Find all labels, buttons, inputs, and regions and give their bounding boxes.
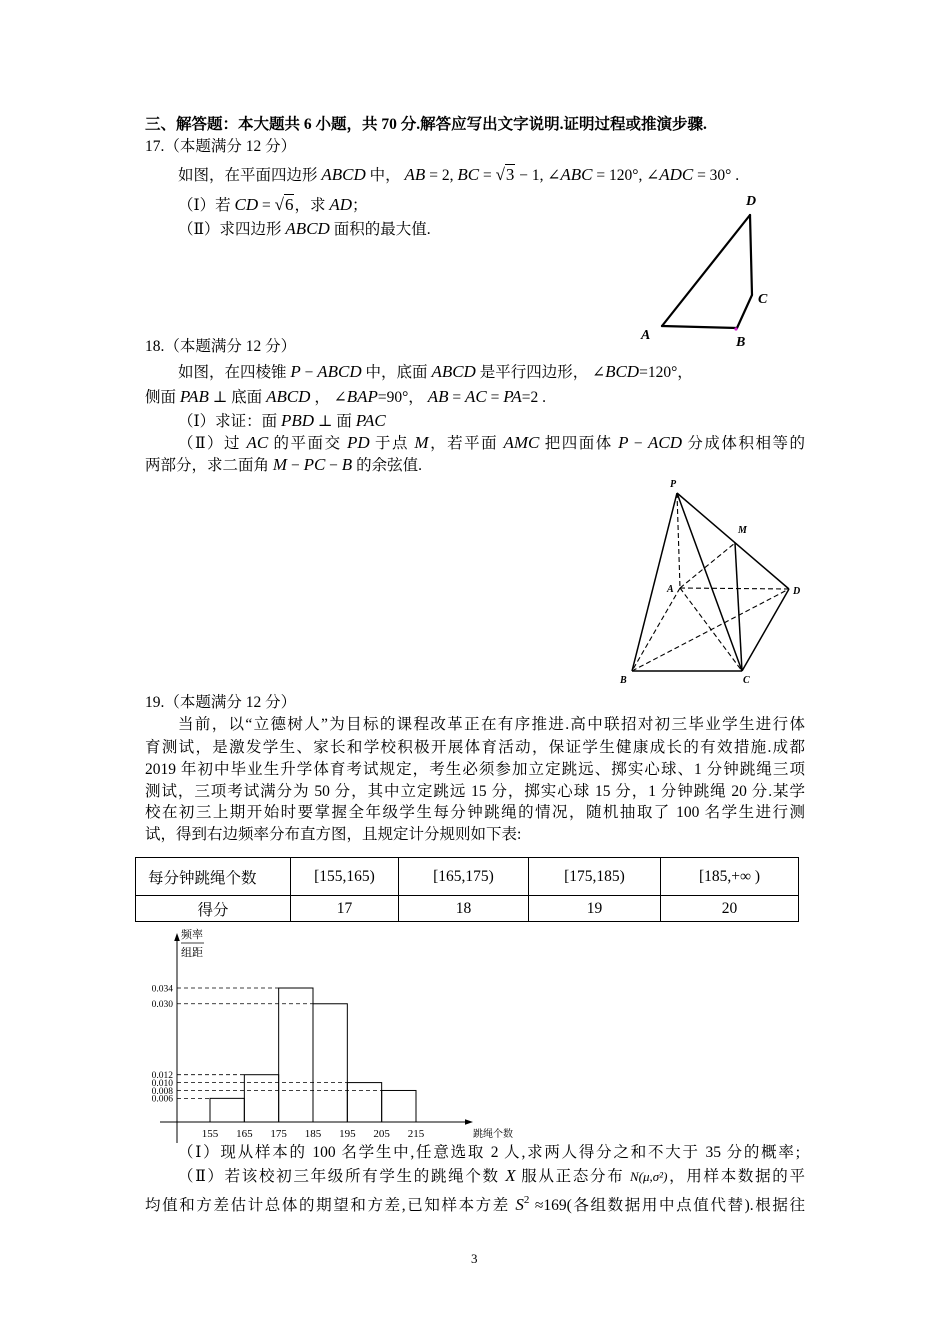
y-tick-label: 0.012: [151, 1071, 173, 1082]
math-variable: PBD: [281, 411, 315, 430]
y-axis-label-numerator: 频率: [181, 929, 203, 941]
q17-stem: [178, 165, 739, 186]
text-run: 侧面: [145, 389, 180, 406]
math-variable: ACD: [648, 433, 683, 452]
math-variable: ABCD: [321, 165, 366, 184]
quadrilateral-abcd-figure: [620, 185, 790, 355]
table-cell: [165,175): [399, 858, 529, 896]
x-tick-label: 205: [373, 1128, 390, 1140]
math-variable: ADC: [659, 165, 694, 184]
page-number: 3: [471, 1251, 478, 1266]
x-tick-label: 155: [201, 1128, 219, 1140]
math-variable: M: [272, 455, 288, 474]
y-tick-label: 0.010: [151, 1078, 173, 1089]
text-run: =: [448, 389, 465, 406]
x-axis-arrow: [465, 1119, 473, 1125]
text-run: −: [287, 457, 304, 474]
y-tick-label: 0.008: [151, 1086, 173, 1097]
text-run: ⊥ 面: [314, 413, 356, 430]
text-run: −: [325, 457, 342, 474]
label-b: B: [620, 675, 627, 686]
text-run: ，求: [294, 197, 330, 214]
math-variable: BCD: [605, 362, 640, 381]
text-run: −: [300, 364, 318, 381]
math-variable: M: [414, 433, 429, 452]
radical-sign: √: [495, 165, 505, 184]
math-variable: AC: [464, 387, 487, 406]
math-variable: S: [515, 1195, 524, 1214]
math-variable: AMC: [503, 433, 540, 452]
math-variable: P: [290, 362, 301, 381]
radicand: 6: [284, 195, 294, 214]
label-d: D: [746, 194, 757, 209]
bar-165-175: [244, 1075, 278, 1122]
table-cell: 18: [399, 896, 529, 922]
y-axis-arrow: [174, 933, 180, 941]
math-variable: PAB: [179, 387, 209, 406]
text-run: =: [258, 197, 275, 214]
label-m: M: [738, 525, 747, 536]
text-run: 如图，在平面四边形: [178, 167, 322, 184]
pyramid-p-abcd-figure: [610, 475, 810, 690]
side-cb: [737, 295, 752, 328]
math-variable: ABCD: [317, 362, 362, 381]
text-run: 服从正态分布: [515, 1168, 630, 1185]
label-c: C: [758, 292, 768, 307]
side-ba: [662, 326, 737, 328]
text-run: （Ⅰ）若: [178, 197, 235, 214]
table-row-label: 每分钟跳绳个数: [136, 858, 291, 896]
table-cell: 20: [661, 896, 799, 922]
math-variable: AD: [329, 195, 353, 214]
math-variable: X: [505, 1166, 516, 1185]
table-row-score: [136, 896, 799, 922]
math-variable: PD: [346, 433, 370, 452]
text-run: =: [479, 167, 496, 184]
q17-part2: [178, 219, 431, 240]
table-row-label: 得分: [136, 896, 291, 922]
text-run: 是平行四边形， ∠: [475, 364, 606, 381]
table-cell: [155,165): [291, 858, 399, 896]
text-run: ，若平面: [428, 435, 504, 452]
q18-stem-line2: [145, 387, 546, 408]
text-run: ；: [352, 197, 368, 214]
text-run: 把四面体: [539, 435, 619, 452]
text-run: = 120°, ∠: [592, 167, 660, 184]
x-tick-label: 165: [236, 1128, 253, 1140]
text-run: − 1, ∠: [515, 167, 561, 184]
y-tick-label: 0.006: [151, 1094, 173, 1105]
text-run: −: [628, 435, 649, 452]
math-variable: PC: [303, 455, 326, 474]
q19-part1: （Ⅰ）现从样本的 100 名学生中,任意选取 2 人,求两人得分之和不大于 35 分的概率;: [178, 1144, 800, 1161]
text-run: 如图，在四棱锥: [178, 364, 291, 381]
segment-mc: [735, 543, 742, 671]
math-variable: AB: [427, 387, 449, 406]
edge-cd: [742, 589, 789, 671]
text-run: =120°，: [639, 364, 693, 381]
edge-pb: [632, 493, 677, 671]
table-cell: 17: [291, 896, 399, 922]
radical-sign: √: [274, 195, 284, 214]
math-variable: PA: [503, 387, 522, 406]
text-run: （Ⅰ）求证：面: [178, 413, 281, 430]
q18-header: 18.（本题满分 12 分）: [145, 338, 297, 355]
text-run: 中，: [365, 167, 405, 184]
text-run: 均值和方差估计总体的期望和方差,已知样本方差: [145, 1197, 516, 1214]
text-run: =2 .: [521, 389, 547, 406]
q19-paragraph-line: 试，得到右边频率分布直方图，且规定计分规则如下表:: [145, 826, 522, 843]
math-variable: ABC: [560, 165, 593, 184]
text-run: ，用样本数据的平: [667, 1168, 805, 1185]
bar-185-195: [313, 1004, 347, 1122]
math-variable: B: [341, 455, 353, 474]
q19-paragraph-line: 当前，以“立德树人”为目标的课程改革正在有序推进.高中联招对初三毕业学生进行体: [178, 716, 805, 733]
q17-part1: [178, 195, 368, 216]
x-tick-label: 215: [407, 1128, 425, 1140]
label-a: A: [667, 584, 674, 595]
q19-paragraph-line: 2019 年初中毕业生升学体育考试规定，考生必须参加立定跳远、掷实心球、1 分钟跳绳三项: [145, 761, 805, 778]
q19-part2-line2: [145, 1190, 805, 1216]
bar-155-165: [210, 1098, 244, 1122]
section-heading: 三、解答题：本大题共 6 小题，共 70 分.解答应写出文字说明.证明过程或推演步骤.: [145, 116, 707, 133]
x-tick-label: 175: [270, 1128, 287, 1140]
radicand: 3: [505, 165, 515, 184]
x-axis-label: 跳绳个数: [473, 1129, 513, 1140]
math-variable: BC: [457, 165, 480, 184]
q17-header: 17.（本题满分 12 分）: [145, 138, 297, 155]
y-tick-label: 0.030: [151, 1000, 173, 1011]
math-variable: AC: [246, 433, 269, 452]
text-run: 的余弦值.: [352, 457, 422, 474]
text-run: ⊥ 底面: [208, 389, 267, 406]
bar-205-215: [382, 1090, 416, 1122]
text-run: = 2,: [425, 167, 458, 184]
text-run: 中，底面: [361, 364, 432, 381]
text-run: 分成体积相等的: [682, 435, 805, 452]
math-variable: AB: [404, 165, 426, 184]
label-p: P: [670, 479, 677, 490]
y-axis-label-denominator: 组距: [181, 947, 203, 959]
x-tick-label: 185: [304, 1128, 322, 1140]
label-a: A: [641, 328, 651, 343]
math-variable: ABCD: [285, 219, 330, 238]
math-variable: ABCD: [266, 387, 311, 406]
label-d: D: [793, 586, 801, 597]
vertex-b-mark: [734, 327, 737, 330]
table-cell: [185,+∞ ): [661, 858, 799, 896]
y-tick-label: 0.034: [151, 984, 173, 995]
text-run: 的平面交: [268, 435, 347, 452]
math-variable: BAP: [346, 387, 378, 406]
table-cell: 19: [529, 896, 661, 922]
text-run: =90°，: [377, 389, 428, 406]
bar-175-185: [279, 988, 313, 1122]
label-b: B: [736, 335, 746, 350]
text-run: = 30° .: [693, 167, 740, 184]
text-run: ≈169(各组数据用中点值代替).根据往: [529, 1197, 805, 1214]
q19-part2-line1: [178, 1166, 805, 1187]
q18-part2-line1: [178, 433, 805, 454]
side-dc: [750, 215, 752, 295]
scoring-rule-table: [135, 857, 799, 922]
frequency-histogram: [140, 925, 540, 1145]
superscript: 2: [523, 1194, 530, 1206]
math-variable: N(μ,σ²): [630, 1169, 668, 1184]
text-run: （Ⅱ）若该校初三年级所有学生的跳绳个数: [178, 1168, 506, 1185]
square-root: [496, 167, 516, 184]
label-c: C: [743, 675, 750, 686]
square-root: [275, 197, 295, 214]
side-ad: [662, 215, 750, 326]
q19-paragraph-line: 测试，三项考试满分为 50 分，其中立定跳远 15 分，掷实心球 15 分，1 分钟跳绳 20 分.某学: [145, 783, 805, 800]
q18-part1: [178, 411, 386, 432]
q19-header: 19.（本题满分 12 分）: [145, 694, 297, 711]
table-cell: [175,185): [529, 858, 661, 896]
x-tick-label: 195: [339, 1128, 356, 1140]
q19-paragraph-line: 育测试，是激发学生、家长和学校积极开展体育活动，保证学生健康成长的有效措施.成都: [145, 739, 805, 756]
edge-pa: [677, 493, 680, 588]
text-run: ， ∠: [310, 389, 347, 406]
q18-part2-line2: [145, 455, 422, 476]
text-run: 面积的最大值.: [329, 221, 431, 238]
segment-am: [680, 543, 735, 588]
text-run: （Ⅱ）求四边形: [178, 221, 286, 238]
bar-195-205: [347, 1083, 381, 1122]
table-row-jump-count: [136, 858, 799, 896]
q18-stem-line1: [178, 362, 693, 383]
edge-ad: [680, 588, 789, 589]
text-run: 于点: [369, 435, 415, 452]
math-variable: CD: [234, 195, 259, 214]
text-run: （Ⅱ）过: [178, 435, 247, 452]
math-variable: ABCD: [431, 362, 476, 381]
math-variable: P: [618, 433, 629, 452]
q19-paragraph-line: 校在初三上期开始时要掌握全年级学生每分钟跳绳的情况，随机抽取了 100 名学生进行测: [145, 804, 805, 821]
text-run: 两部分，求二面角: [145, 457, 273, 474]
math-variable: PAC: [355, 411, 386, 430]
text-run: =: [486, 389, 504, 406]
